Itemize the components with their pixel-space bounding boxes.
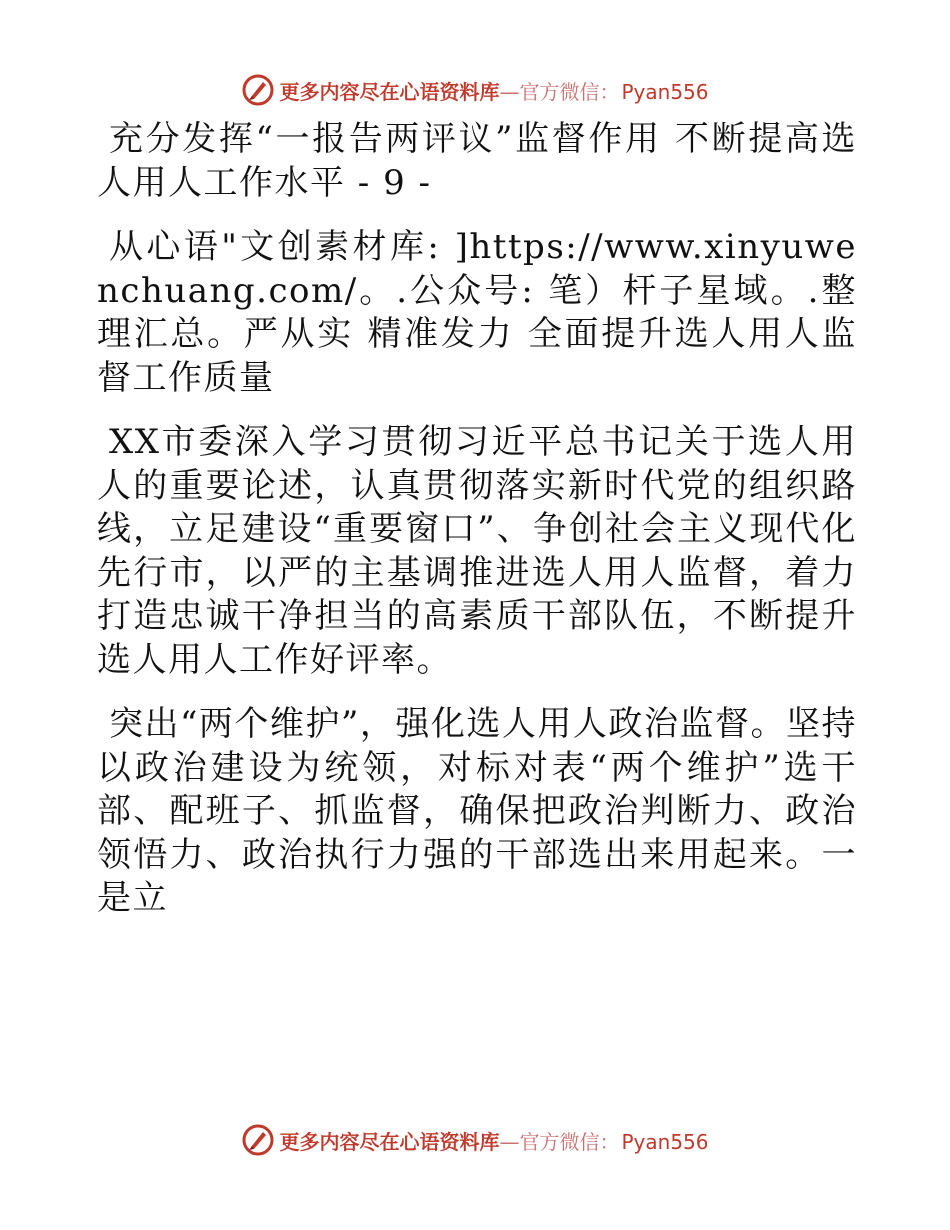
paragraph-source: 从心语"文创素材库: ]https://www.xinyuwenchuang.com/。.公众号: 笔）杆子星域。.整理汇总。严从实 精准发力 全面提升选人用人监督工作质量 [97, 227, 857, 398]
paragraph-intro: XX市委深入学习贯彻习近平总书记关于选人用人的重要论述，认真贯彻落实新时代党的组织路线，立足建设“重要窗口”、争创社会主义现代化先行市，以严的主基调推进选人用人监督，着力打造忠诚干净担当的高素质干部队伍，不断提升选人用人工作好评率。 [97, 422, 857, 680]
watermark-dash: — [499, 1129, 520, 1154]
watermark-site: 更多内容尽在心语资料库 [279, 1129, 500, 1154]
watermark-wechat-label: 官方微信： [519, 1129, 620, 1154]
watermark-wechat-id: Pyan556 [621, 79, 709, 104]
watermark-text [279, 1126, 708, 1155]
watermark-site: 更多内容尽在心语资料库 [279, 79, 500, 104]
watermark-text [279, 76, 708, 105]
watermark-wechat-id: Pyan556 [621, 1129, 709, 1154]
header-watermark [0, 68, 950, 112]
document-body [97, 118, 857, 942]
pen-logo-icon [241, 1123, 275, 1157]
pen-logo-icon [241, 73, 275, 107]
watermark-wechat-label: 官方微信： [519, 79, 620, 104]
watermark-dash: — [499, 79, 520, 104]
paragraph-title: 充分发挥“一报告两评议”监督作用 不断提高选人用人工作水平 - 9 - [97, 119, 857, 203]
footer-watermark [0, 1118, 950, 1162]
paragraph-section: 突出“两个维护”，强化选人用人政治监督。坚持以政治建设为统领，对标对表“两个维护”选干部、配班子、抓监督，确保把政治判断力、政治领悟力、政治执行力强的干部选出来用起来。一是立 [97, 704, 857, 918]
